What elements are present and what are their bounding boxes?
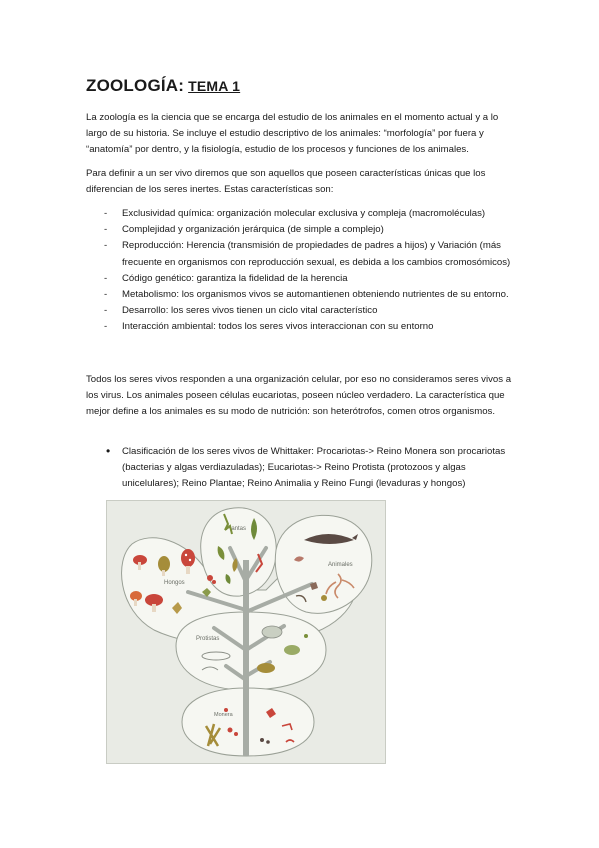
whittaker-five-kingdoms-figure bbox=[106, 500, 386, 764]
paragraph-zoologia-definition: La zoología es la ciencia que se encarga del estudio de los animales en el momento actual y a lo largo de su historia. Se incluye el estudio descriptivo de los animales: “morfología” por fuera y “anatomía” por dentro, y la fisiología, estudio de los procesos y funciones de los animales. bbox=[86, 112, 499, 156]
title-text: ZOOLOGÍA: bbox=[86, 76, 185, 95]
document-title bbox=[86, 76, 240, 96]
kingdoms-tree-illustration bbox=[106, 500, 386, 764]
classification-list bbox=[86, 444, 516, 493]
label-monera: Monera bbox=[214, 712, 233, 718]
title-subtitle: TEMA 1 bbox=[188, 78, 241, 94]
characteristics-list bbox=[86, 206, 516, 336]
list-item: - Complejidad y organización jerárquica (de simple a complejo) bbox=[86, 222, 516, 238]
label-hongos: Hongos bbox=[164, 580, 185, 586]
label-protistas: Protistas bbox=[196, 636, 220, 642]
label-animales: Animales bbox=[328, 562, 353, 568]
list-item: - Metabolismo: los organismos vivos se automantienen obteniendo nutrientes de su entorno. bbox=[86, 287, 516, 303]
list-item: - Desarrollo: los seres vivos tienen un ciclo vital característico bbox=[86, 303, 516, 319]
paragraph-ser-vivo-definition: Para definir a un ser vivo diremos que son aquellos que poseen características únicas que los diferencian de los seres inertes. Estas características son: bbox=[86, 168, 486, 196]
list-item: - Código genético: garantiza la fidelidad de la herencia bbox=[86, 271, 516, 287]
list-item: • Clasificación de los seres vivos de Whittaker: Procariotas-> Reino Monera son procariotas (bacterias y algas verdiazuladas); Eucariotas-> Reino Protista (protozoos y algas unicelulares); Reino Plantae; Reino Animalia y Reino Fungi (levaduras y hongos) bbox=[86, 444, 516, 493]
list-item: - Reproducción: Herencia (transmisión de propiedades de padres a hijos) y Variación (más frecuente en organismos con reproducción sexual, es debida a los cambios cromosómicos) bbox=[86, 238, 516, 270]
paragraph-organizacion-celular: Todos los seres vivos responden a una organización celular, por eso no consideramos seres vivos a los virus. Los animales poseen células eucariotas, poseen núcleo verdadero. La característica que mejor define a los animales es su modo de nutrición: son heterótrofos, comen otros organismos. bbox=[86, 374, 512, 418]
label-plantas: Plantas bbox=[226, 526, 247, 532]
list-item: - Interacción ambiental: todos los seres vivos interaccionan con su entorno bbox=[86, 319, 516, 335]
list-item: - Exclusividad química: organización molecular exclusiva y compleja (macromoléculas) bbox=[86, 206, 516, 222]
lobe-protista bbox=[176, 612, 326, 690]
